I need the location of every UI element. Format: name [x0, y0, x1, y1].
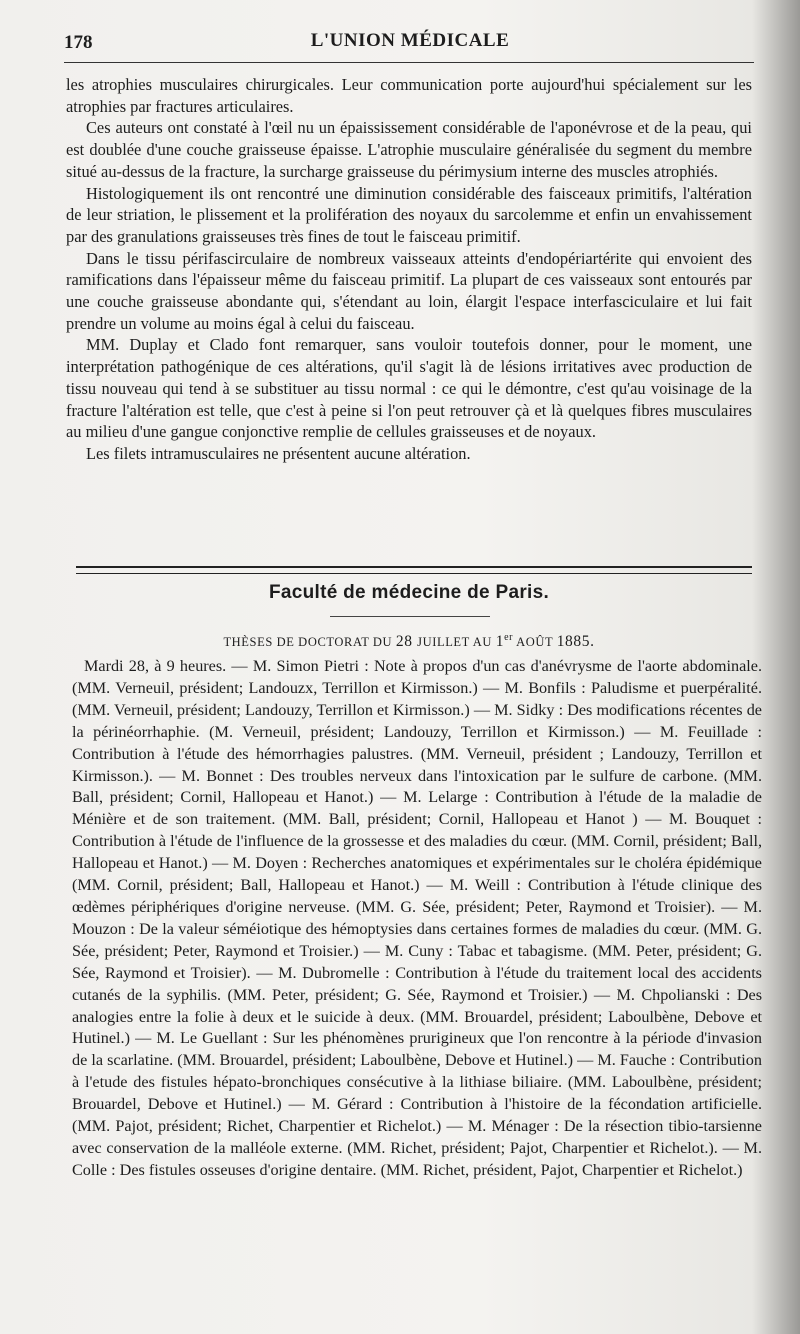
theses-paragraph: Mardi 28, à 9 heures. — M. Simon Pietri : Note à propos d'un cas d'anévrysme de l'aorte abdominale. (MM. Verneuil, président; Landouzx, Terrillon et Kirmisson.) — M. Bonfils : Paludisme et puerpéralité. (MM. Verneuil, président; Landouzy, Terrillon et Kirmisson.) — M. Sidky : Des modifications récentes de la périnéorrhaphie. (M. Verneuil, président; Landouzy, Terrillon et Kirmisson.) — M. Feuillade : Contribution à l'étude des hémorrhagies palustres. (MM. Verneuil, président ; Landouzy, Terrillon et Kirmisson.). — M. Bonnet : Des troubles nerveux dans l'intoxication par le sulfure de carbone. (MM. Ball, président; Cornil, Hallopeau et Hanot.) — M. Lelarge : Contribution à l'étude de la maladie de Ménière et de son traitement. (MM. Ball, président; Cornil, Hallopeau et Hanot ) — M. Bouquet : Contribution à l'étude de l'influence de la grossesse et des maladies du cœur. (MM. Cornil, président; Ball, Hallopeau et Hanot.) — M. Doyen : Recherches anatomiques et expérimentales sur le choléra épidémique (MM. Cornil, président; Ball, Hallopeau et Hanot.) — M. Weill : Contribution à l'étude clinique des œdèmes périphériques d'origine nerveuse. (MM. G. Sée, président; Peter, Raymond et Troisier). — M. Mouzon : De la valeur séméiotique des hémoptysies dans certaines formes de maladies du cœur. (MM. G. Sée, président; Peter, Raymond et Troisier.) — M. Cuny : Tabac et tabagisme. (MM. Peter, président; G. Sée, Raymond et Troisier). — M. Dubromelle : Contribution à l'étude du traitement local des accidents cutanés de la syphilis. (MM. Peter, président; G. Sée, Raymond et Troisier.) — M. Chpolianski : Des analogies entre la folie à deux et le suicide à deux. (MM. Brouardel, président; Laboulbène, Debove et Hutinel.) — M. Le Guellant : Sur les phénomènes prurigineux que l'on rencontre à la période d'invasion de la scarlatine. (MM. Brouardel, président; Laboulbène, Debove et Hutinel.) — M. Fauche : Contribution à l'etude des fistules hépato-bronchiques consécutive à la lithiase biliaire. (MM. Laboulbène, président; Brouardel, Debove et Hutinel.) — M. Gérard : Contribution à l'histoire de la fécondation artificielle. (MM. Pajot, président; Richet, Charpentier et Richelot.) — M. Ménager : De la résection tibio-tarsienne avec conservation de la malléole externe. (MM. Richet, président; Pajot, Charpentier et Richelot.). — M. Colle : Des fistules osseuses d'origine dentaire. (MM. Richet, président, Pajot, Charpentier et Richelot.): [72, 657, 762, 1179]
title-rule: [330, 616, 490, 617]
paragraph: Ces auteurs ont constaté à l'œil nu un épaississement considérable de l'aponévrose et de la peau, qui est doublée d'une couche graisseuse épaisse. L'atrophie musculaire généralisée du segment du membre situé au-dessus de la fracture, la surcharge graisseuse du périmysium interne des muscles atrophiés.: [66, 118, 752, 181]
page-number: 178: [64, 32, 93, 53]
section-subheading: THÈSES DE DOCTORAT DU 28 JUILLET AU 1er AOÛT 1885.: [223, 632, 595, 651]
theses-list: [72, 656, 762, 1182]
section-title: Faculté de médecine de Paris.: [268, 582, 550, 603]
paragraph: Dans le tissu périfascirculaire de nombreux vaisseaux atteints d'endopériartérite qui envoient des ramifications dans l'épaisseur même du faisceau primitif. La plupart de ces vaisseaux sont entourés par une couche graisseuse abondante qui, s'étendant au loin, élargit l'espace interfasciculaire et lui fait prendre un volume au moins égal à celui du faisceau.: [66, 248, 752, 333]
paragraph: MM. Duplay et Clado font remarquer, sans vouloir toutefois donner, pour le moment, une interprétation pathogénique de ces altérations, qu'il s'agit là de lésions irritatives avec production de tissu nouveau qui tend à se substituer au tissu normal : ce qui le démontre, c'est qu'au voisinage de la fracture l'altération est telle, que c'est à peine si l'on peut retrouver çà et là quelques fibres musculaires au milieu d'une gangue conjonctive remplie de cellules graisseuses et de noyaux.: [66, 335, 752, 442]
running-title: L'UNION MÉDICALE: [310, 30, 510, 51]
paragraph: Les filets intramusculaires ne présentent aucune altération.: [86, 443, 471, 463]
page-header: [64, 28, 756, 58]
paragraph: Histologiquement ils ont rencontré une diminution considérable des faisceaux primitifs, l'altération de leur striation, le plissement et la prolifération des noyaux du sarcolemme et enfin un envahissement par des granulations graisseuses très fines de tout le faisceau primitif.: [66, 183, 752, 246]
article-body: [66, 74, 752, 465]
header-rule: [64, 62, 754, 63]
section-separator: [76, 566, 752, 574]
paragraph: les atrophies musculaires chirurgicales. Leur communication porte aujourd'hui spécialement sur les atrophies par fractures articulaires.: [66, 75, 752, 116]
